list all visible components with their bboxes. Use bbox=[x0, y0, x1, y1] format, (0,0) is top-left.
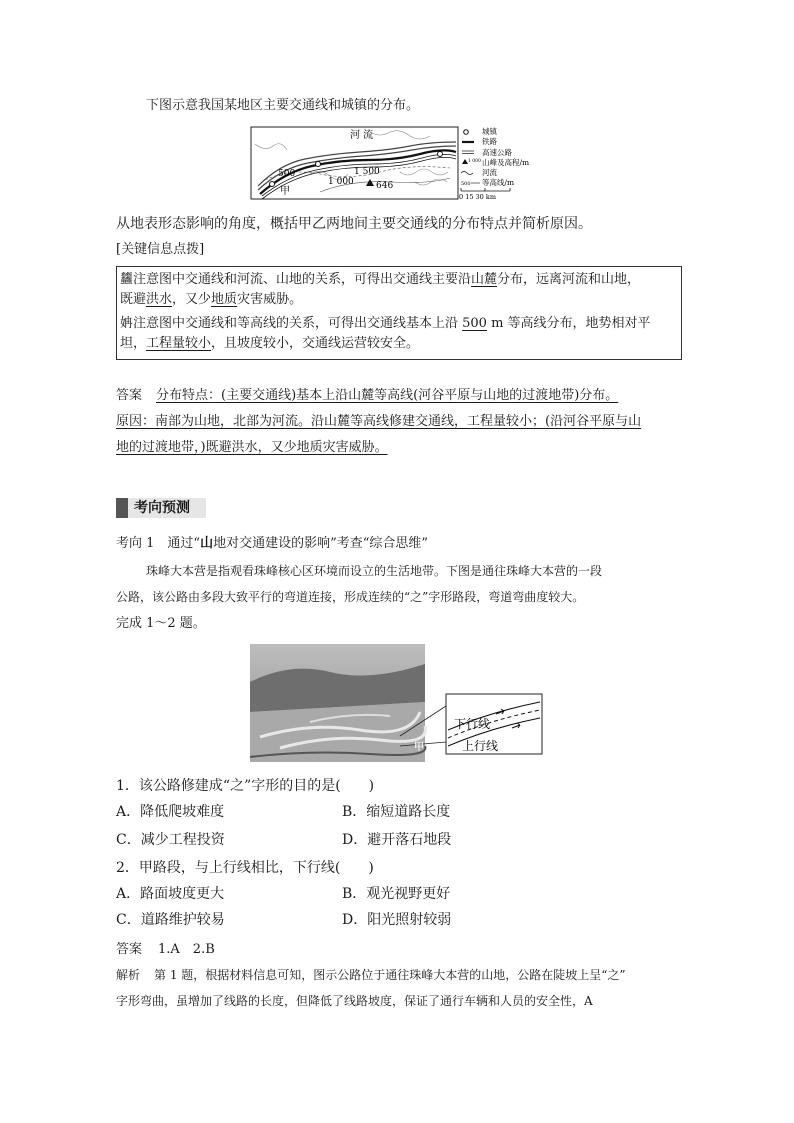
passage-line-1: 珠峰大本营是指观看珠峰核心区环境而设立的生活地带。下图是通往珠峰大本营的一段 bbox=[146, 564, 603, 578]
q1-option-b: B．缩短道路长度 bbox=[342, 804, 451, 820]
q2-option-a: A．路面坡度更大 bbox=[116, 886, 225, 902]
map-contour-1000: 1 000 bbox=[328, 177, 354, 187]
passage-line-3: 完成 1～2 题。 bbox=[116, 616, 206, 631]
answer2: 答案 1.A 2.B bbox=[116, 942, 215, 957]
legend-contour: 等高线/m bbox=[482, 178, 515, 187]
town-marker bbox=[270, 182, 275, 187]
answer1-line2: 原因：南部为山地，北部为河流。沿山麓等高线修建交通线，工程量较小；(沿河谷平原与山 bbox=[116, 414, 642, 429]
q1-option-a: A．降低爬坡难度 bbox=[116, 804, 225, 820]
answer1-line3: 地的过渡地带，)既避洪水，又少地质灾害威胁。 bbox=[116, 440, 388, 455]
section-heading: 考向预测 bbox=[116, 498, 206, 518]
map-figure bbox=[250, 124, 550, 202]
legend-river: 河流 bbox=[482, 168, 497, 177]
kaoxiang-title: 考向 1 通过“山地对交通建设的影响”考查“综合思维” bbox=[116, 536, 429, 551]
intro-text: 下图示意我国某地区主要交通线和城镇的分布。 bbox=[146, 98, 420, 113]
map-peak-value: 646 bbox=[376, 181, 394, 191]
map-river-label: 河 流 bbox=[350, 130, 374, 141]
key-line-1: 蠿注意图中交通线和河流、山地的关系，可得出交通线主要沿山麓分布，远离河流和山地， bbox=[120, 272, 641, 287]
q2-option-b: B．观光视野更好 bbox=[342, 886, 451, 902]
key-line-4: 坦，工程量较小，且坡度较小，交通线运营较安全。 bbox=[120, 336, 420, 351]
town-marker bbox=[316, 162, 321, 167]
q2-option-d: D．阳光照射较弱 bbox=[342, 912, 452, 928]
q1-stem: 1．该公路修建成“之”字形的目的是( ) bbox=[116, 778, 375, 794]
town-marker bbox=[438, 152, 443, 157]
key-line-3: 姌注意图中交通线和等高线的关系，可得出交通线基本上沿 500 m 等高线分布，地势相对平 bbox=[120, 316, 651, 331]
legend-peak-sample: 1 000 bbox=[468, 159, 481, 164]
legend-river-icon bbox=[461, 172, 473, 175]
answer1-line1: 答案 分布特点：(主要交通线)基本上沿山麓等高线(河谷平原与山地的过渡地带)分布。 bbox=[116, 388, 619, 403]
inset-label-up: 上行线 bbox=[462, 739, 499, 753]
legend-town: 城镇 bbox=[482, 127, 497, 136]
legend-peak: 山峰及高程/m bbox=[482, 158, 530, 167]
map-legend bbox=[459, 126, 529, 201]
key-line-2: 既避洪水，又少地质灾害威胁。 bbox=[120, 292, 303, 307]
q2-stem: 2．甲路段，与上行线相比，下行线( ) bbox=[116, 860, 374, 876]
analysis-line-2: 字形弯曲，虽增加了线路的长度，但降低了线路坡度，保证了通行车辆和人员的安全性，A bbox=[116, 994, 593, 1008]
q1-option-c: C．减少工程投资 bbox=[116, 832, 225, 848]
map-place-jia: 甲 bbox=[280, 186, 290, 197]
q2-option-c: C．道路维护较易 bbox=[116, 912, 225, 928]
analysis-line-1: 解析 第 1 题，根据材料信息可知，图示公路位于通往珠峰大本营的山地，公路在陡坡上呈“之” bbox=[116, 968, 626, 982]
map-contour-500: 500 bbox=[278, 169, 296, 179]
key-label: [关键信息点拨] bbox=[116, 242, 205, 257]
map-contour-1500: 1 500 bbox=[354, 167, 380, 177]
photo-label-jia: 甲 bbox=[414, 742, 424, 753]
legend-railway: 铁路 bbox=[482, 137, 497, 146]
legend-scale: 0 15 30 km bbox=[459, 193, 496, 201]
passage-line-2: 公路，该公路由多段大致平行的弯道连接，形成连续的“之”字形路段，弯道弯曲度较大。 bbox=[116, 590, 585, 604]
road-photo-figure bbox=[250, 642, 550, 764]
legend-town-icon bbox=[464, 130, 469, 135]
question-text: 从地表形态影响的角度，概括甲乙两地间主要交通线的分布特点并简析原因。 bbox=[116, 216, 592, 232]
inset-label-down: 下行线 bbox=[454, 717, 491, 731]
q1-option-d: D．避开落石地段 bbox=[342, 832, 452, 848]
legend-contour-sample: 500 bbox=[461, 181, 471, 187]
legend-highway: 高速公路 bbox=[482, 148, 512, 157]
